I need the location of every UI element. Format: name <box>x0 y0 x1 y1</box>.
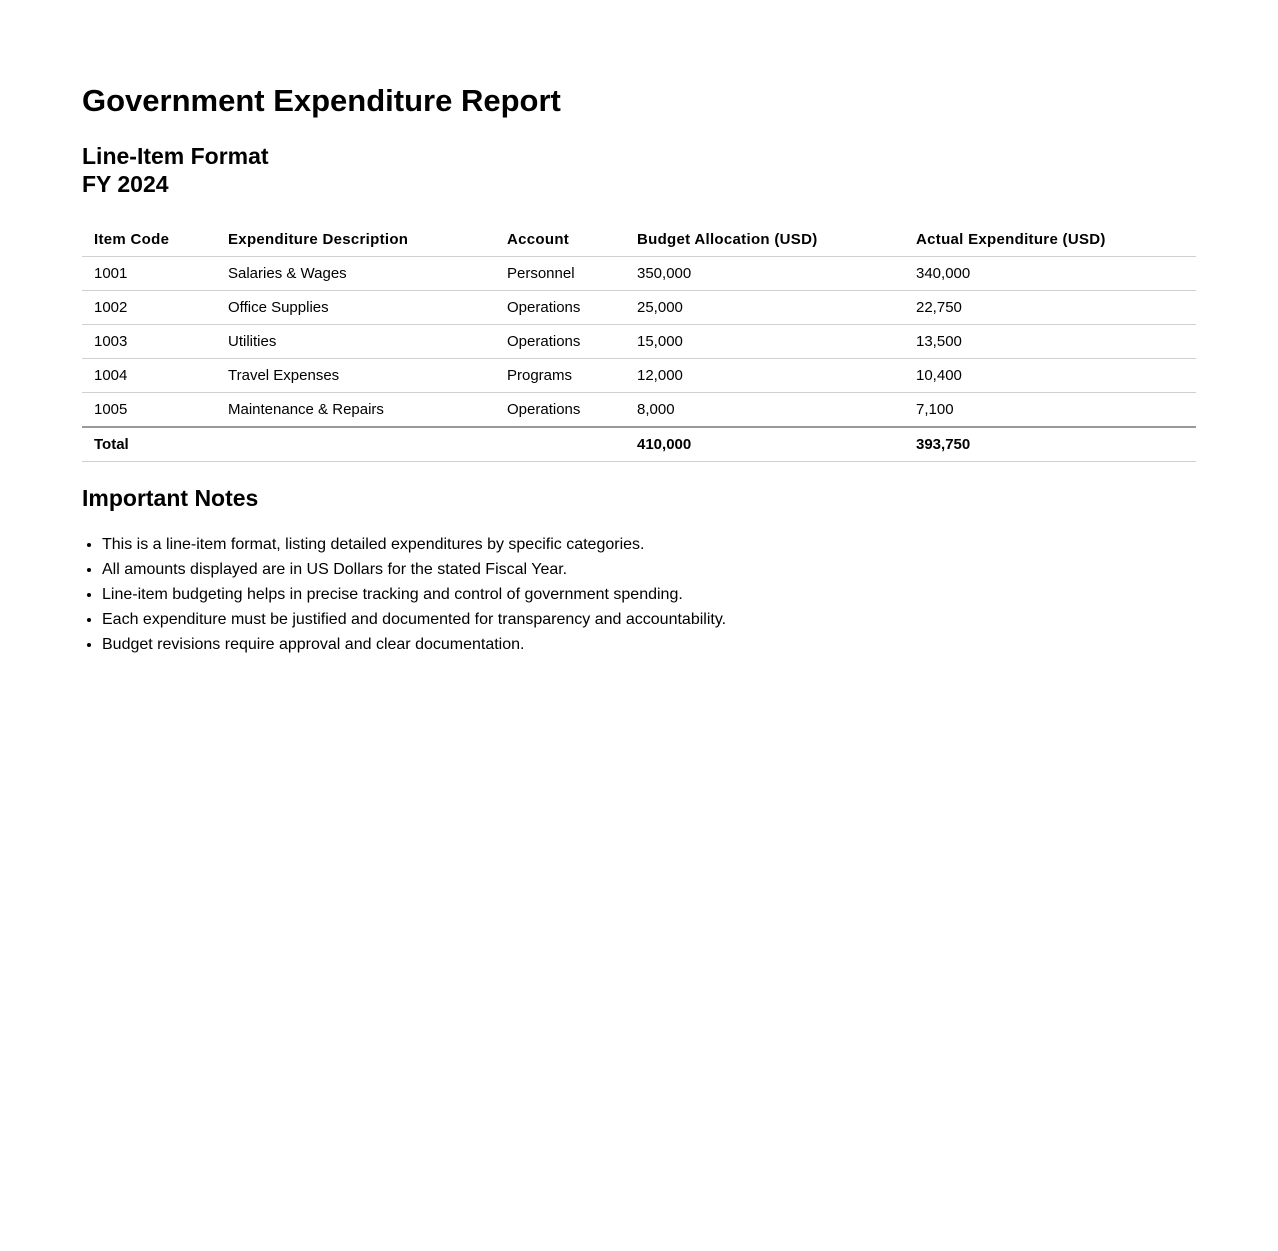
table-header-row <box>82 222 1196 257</box>
note-item: • Budget revisions require approval and clear documentation. <box>102 632 1196 657</box>
total-actual: 393,750 <box>904 427 1196 462</box>
notes-list <box>82 532 1196 657</box>
total-empty-account <box>495 427 625 462</box>
subtitle-fiscal-year: FY 2024 <box>82 171 169 197</box>
cell-description: Maintenance & Repairs <box>216 393 495 428</box>
cell-budget: 15,000 <box>625 325 904 359</box>
cell-item-code: 1001 <box>82 257 216 291</box>
page-title: Government Expenditure Report <box>82 83 561 118</box>
cell-item-code: 1002 <box>82 291 216 325</box>
note-item: • Each expenditure must be justified and documented for transparency and accountability. <box>102 607 1196 632</box>
column-header-description: Expenditure Description <box>216 222 495 257</box>
note-item: • All amounts displayed are in US Dollars for the stated Fiscal Year. <box>102 557 1196 582</box>
cell-description: Utilities <box>216 325 495 359</box>
column-header-actual: Actual Expenditure (USD) <box>904 222 1196 257</box>
cell-budget: 8,000 <box>625 393 904 428</box>
table-row <box>82 325 1196 359</box>
total-row <box>82 427 1196 462</box>
cell-budget: 350,000 <box>625 257 904 291</box>
subtitle-format: Line-Item Format <box>82 143 269 169</box>
cell-description: Office Supplies <box>216 291 495 325</box>
cell-account: Operations <box>495 393 625 428</box>
cell-budget: 12,000 <box>625 359 904 393</box>
cell-item-code: 1004 <box>82 359 216 393</box>
column-header-budget: Budget Allocation (USD) <box>625 222 904 257</box>
cell-actual: 7,100 <box>904 393 1196 428</box>
cell-actual: 10,400 <box>904 359 1196 393</box>
cell-actual: 22,750 <box>904 291 1196 325</box>
cell-budget: 25,000 <box>625 291 904 325</box>
report-subtitle <box>82 142 1196 198</box>
note-item: • This is a line-item format, listing detailed expenditures by specific categories. <box>102 532 1196 557</box>
cell-account: Operations <box>495 325 625 359</box>
table-row <box>82 291 1196 325</box>
table-row <box>82 257 1196 291</box>
column-header-item-code: Item Code <box>82 222 216 257</box>
cell-actual: 340,000 <box>904 257 1196 291</box>
cell-actual: 13,500 <box>904 325 1196 359</box>
table-row <box>82 393 1196 428</box>
notes-heading: Important Notes <box>82 485 259 511</box>
table-row <box>82 359 1196 393</box>
cell-account: Personnel <box>495 257 625 291</box>
cell-description: Salaries & Wages <box>216 257 495 291</box>
expenditure-table <box>82 222 1196 462</box>
total-label: Total <box>82 427 216 462</box>
cell-description: Travel Expenses <box>216 359 495 393</box>
cell-account: Programs <box>495 359 625 393</box>
total-empty-description <box>216 427 495 462</box>
column-header-account: Account <box>495 222 625 257</box>
note-item: • Line-item budgeting helps in precise tracking and control of government spending. <box>102 582 1196 607</box>
cell-item-code: 1005 <box>82 393 216 428</box>
cell-item-code: 1003 <box>82 325 216 359</box>
cell-account: Operations <box>495 291 625 325</box>
total-budget: 410,000 <box>625 427 904 462</box>
